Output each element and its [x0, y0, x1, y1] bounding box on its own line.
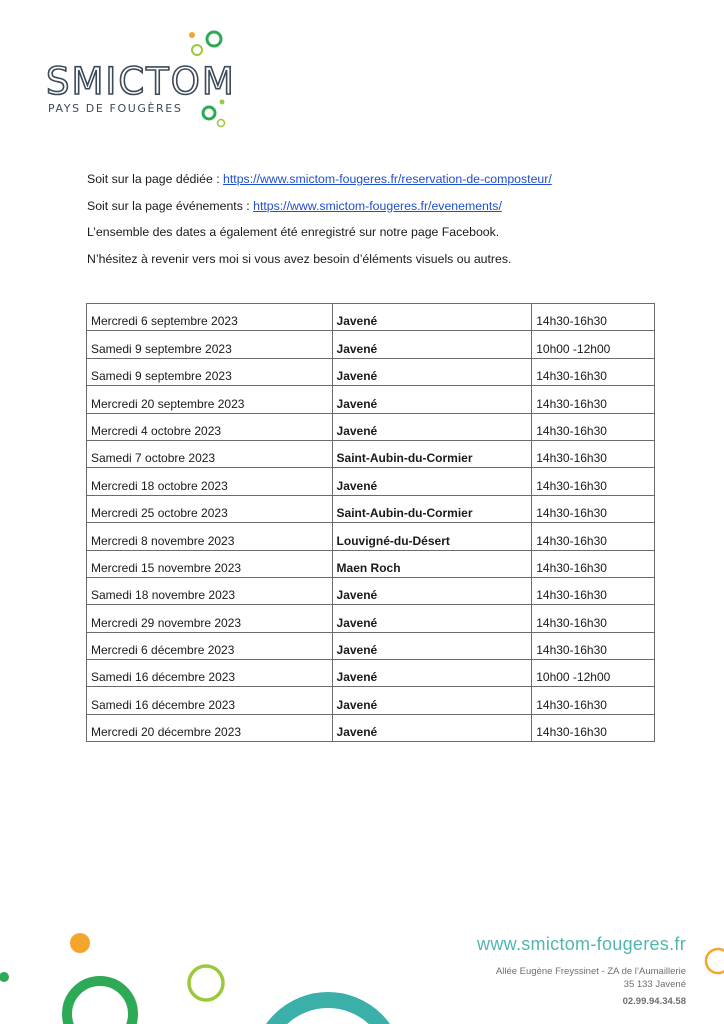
lime-ring-icon — [189, 966, 223, 1000]
time-cell: 10h00 -12h00 — [532, 660, 655, 687]
green-dot-icon — [0, 972, 9, 982]
time-cell: 14h30-16h30 — [532, 495, 655, 522]
place-cell: Saint-Aubin-du-Cormier — [332, 440, 532, 467]
date-cell: Mercredi 8 novembre 2023 — [87, 523, 333, 550]
place-cell: Saint-Aubin-du-Cormier — [332, 495, 532, 522]
place-cell: Javené — [332, 358, 532, 385]
reservation-link[interactable]: https://www.smictom-fougeres.fr/reservation-de-composteur/ — [223, 172, 552, 186]
time-cell: 14h30-16h30 — [532, 523, 655, 550]
date-cell: Mercredi 6 septembre 2023 — [87, 304, 333, 331]
date-cell: Mercredi 6 décembre 2023 — [87, 632, 333, 659]
date-cell: Mercredi 20 septembre 2023 — [87, 386, 333, 413]
date-cell: Samedi 9 septembre 2023 — [87, 358, 333, 385]
time-cell: 14h30-16h30 — [532, 632, 655, 659]
date-cell: Mercredi 25 octobre 2023 — [87, 495, 333, 522]
date-cell: Mercredi 15 novembre 2023 — [87, 550, 333, 577]
events-link[interactable]: https://www.smictom-fougeres.fr/evenements/ — [253, 198, 502, 213]
place-cell: Javené — [332, 632, 532, 659]
green-ring-icon — [67, 981, 133, 1024]
time-cell: 14h30-16h30 — [532, 687, 655, 714]
place-cell: Javené — [332, 714, 532, 741]
address-line1: Allée Eugène Freyssinet - ZA de l’Aumaillerie — [495, 966, 686, 977]
date-cell: Samedi 16 décembre 2023 — [87, 687, 333, 714]
logo-wordmark: SMICTOM — [46, 60, 236, 103]
time-cell: 14h30-16h30 — [532, 358, 655, 385]
footer-website[interactable]: www.smictom-fougeres.fr — [477, 934, 686, 954]
date-cell: Mercredi 29 novembre 2023 — [87, 605, 333, 632]
time-cell: 14h30-16h30 — [532, 714, 655, 741]
place-cell: Javené — [332, 577, 532, 604]
intro-line2-prefix: Soit sur la page événements : — [87, 198, 254, 213]
place-cell: Javené — [332, 468, 532, 495]
place-cell: Javené — [332, 386, 532, 413]
date-cell: Mercredi 4 octobre 2023 — [87, 413, 333, 440]
time-cell: 14h30-16h30 — [532, 440, 655, 467]
footer-phone: 02.99.94.34.58 — [622, 996, 686, 1007]
time-cell: 14h30-16h30 — [532, 304, 655, 331]
date-cell: Samedi 9 septembre 2023 — [87, 331, 333, 358]
teal-ring-icon — [260, 1000, 396, 1024]
place-cell: Javené — [332, 687, 532, 714]
intro-line-facebook: L’ensemble des dates a également été enregistré sur notre page Facebook. — [87, 225, 500, 239]
intro-line-contact: N’hésitez à revenir vers moi si vous avez besoin d’éléments visuels ou autres. — [87, 251, 512, 266]
orange-ring-icon — [706, 949, 724, 973]
time-cell: 14h30-16h30 — [532, 468, 655, 495]
footer-address — [496, 966, 686, 991]
place-cell: Javené — [332, 605, 532, 632]
date-cell: Samedi 18 novembre 2023 — [87, 577, 333, 604]
date-cell: Mercredi 18 octobre 2023 — [87, 468, 333, 495]
time-cell: 14h30-16h30 — [532, 605, 655, 632]
place-cell: Javené — [332, 660, 532, 687]
date-cell: Mercredi 20 décembre 2023 — [87, 714, 333, 741]
logo-subtitle: PAYS DE FOUGÈRES — [48, 102, 183, 115]
time-cell: 10h00 -12h00 — [532, 331, 655, 358]
date-cell: Samedi 16 décembre 2023 — [87, 660, 333, 687]
time-cell: 14h30-16h30 — [532, 386, 655, 413]
place-cell: Javené — [332, 331, 532, 358]
orange-dot-icon — [70, 933, 90, 953]
place-cell: Javené — [332, 413, 532, 440]
intro-line1-prefix: Soit sur la page dédiée : — [87, 172, 224, 186]
place-cell: Maen Roch — [332, 550, 532, 577]
place-cell: Louvigné-du-Désert — [332, 523, 532, 550]
time-cell: 14h30-16h30 — [532, 413, 655, 440]
date-cell: Samedi 7 octobre 2023 — [87, 440, 333, 467]
place-cell: Javené — [332, 304, 532, 331]
time-cell: 14h30-16h30 — [532, 550, 655, 577]
address-line2: 35 133 Javené — [623, 978, 686, 990]
time-cell: 14h30-16h30 — [532, 577, 655, 604]
